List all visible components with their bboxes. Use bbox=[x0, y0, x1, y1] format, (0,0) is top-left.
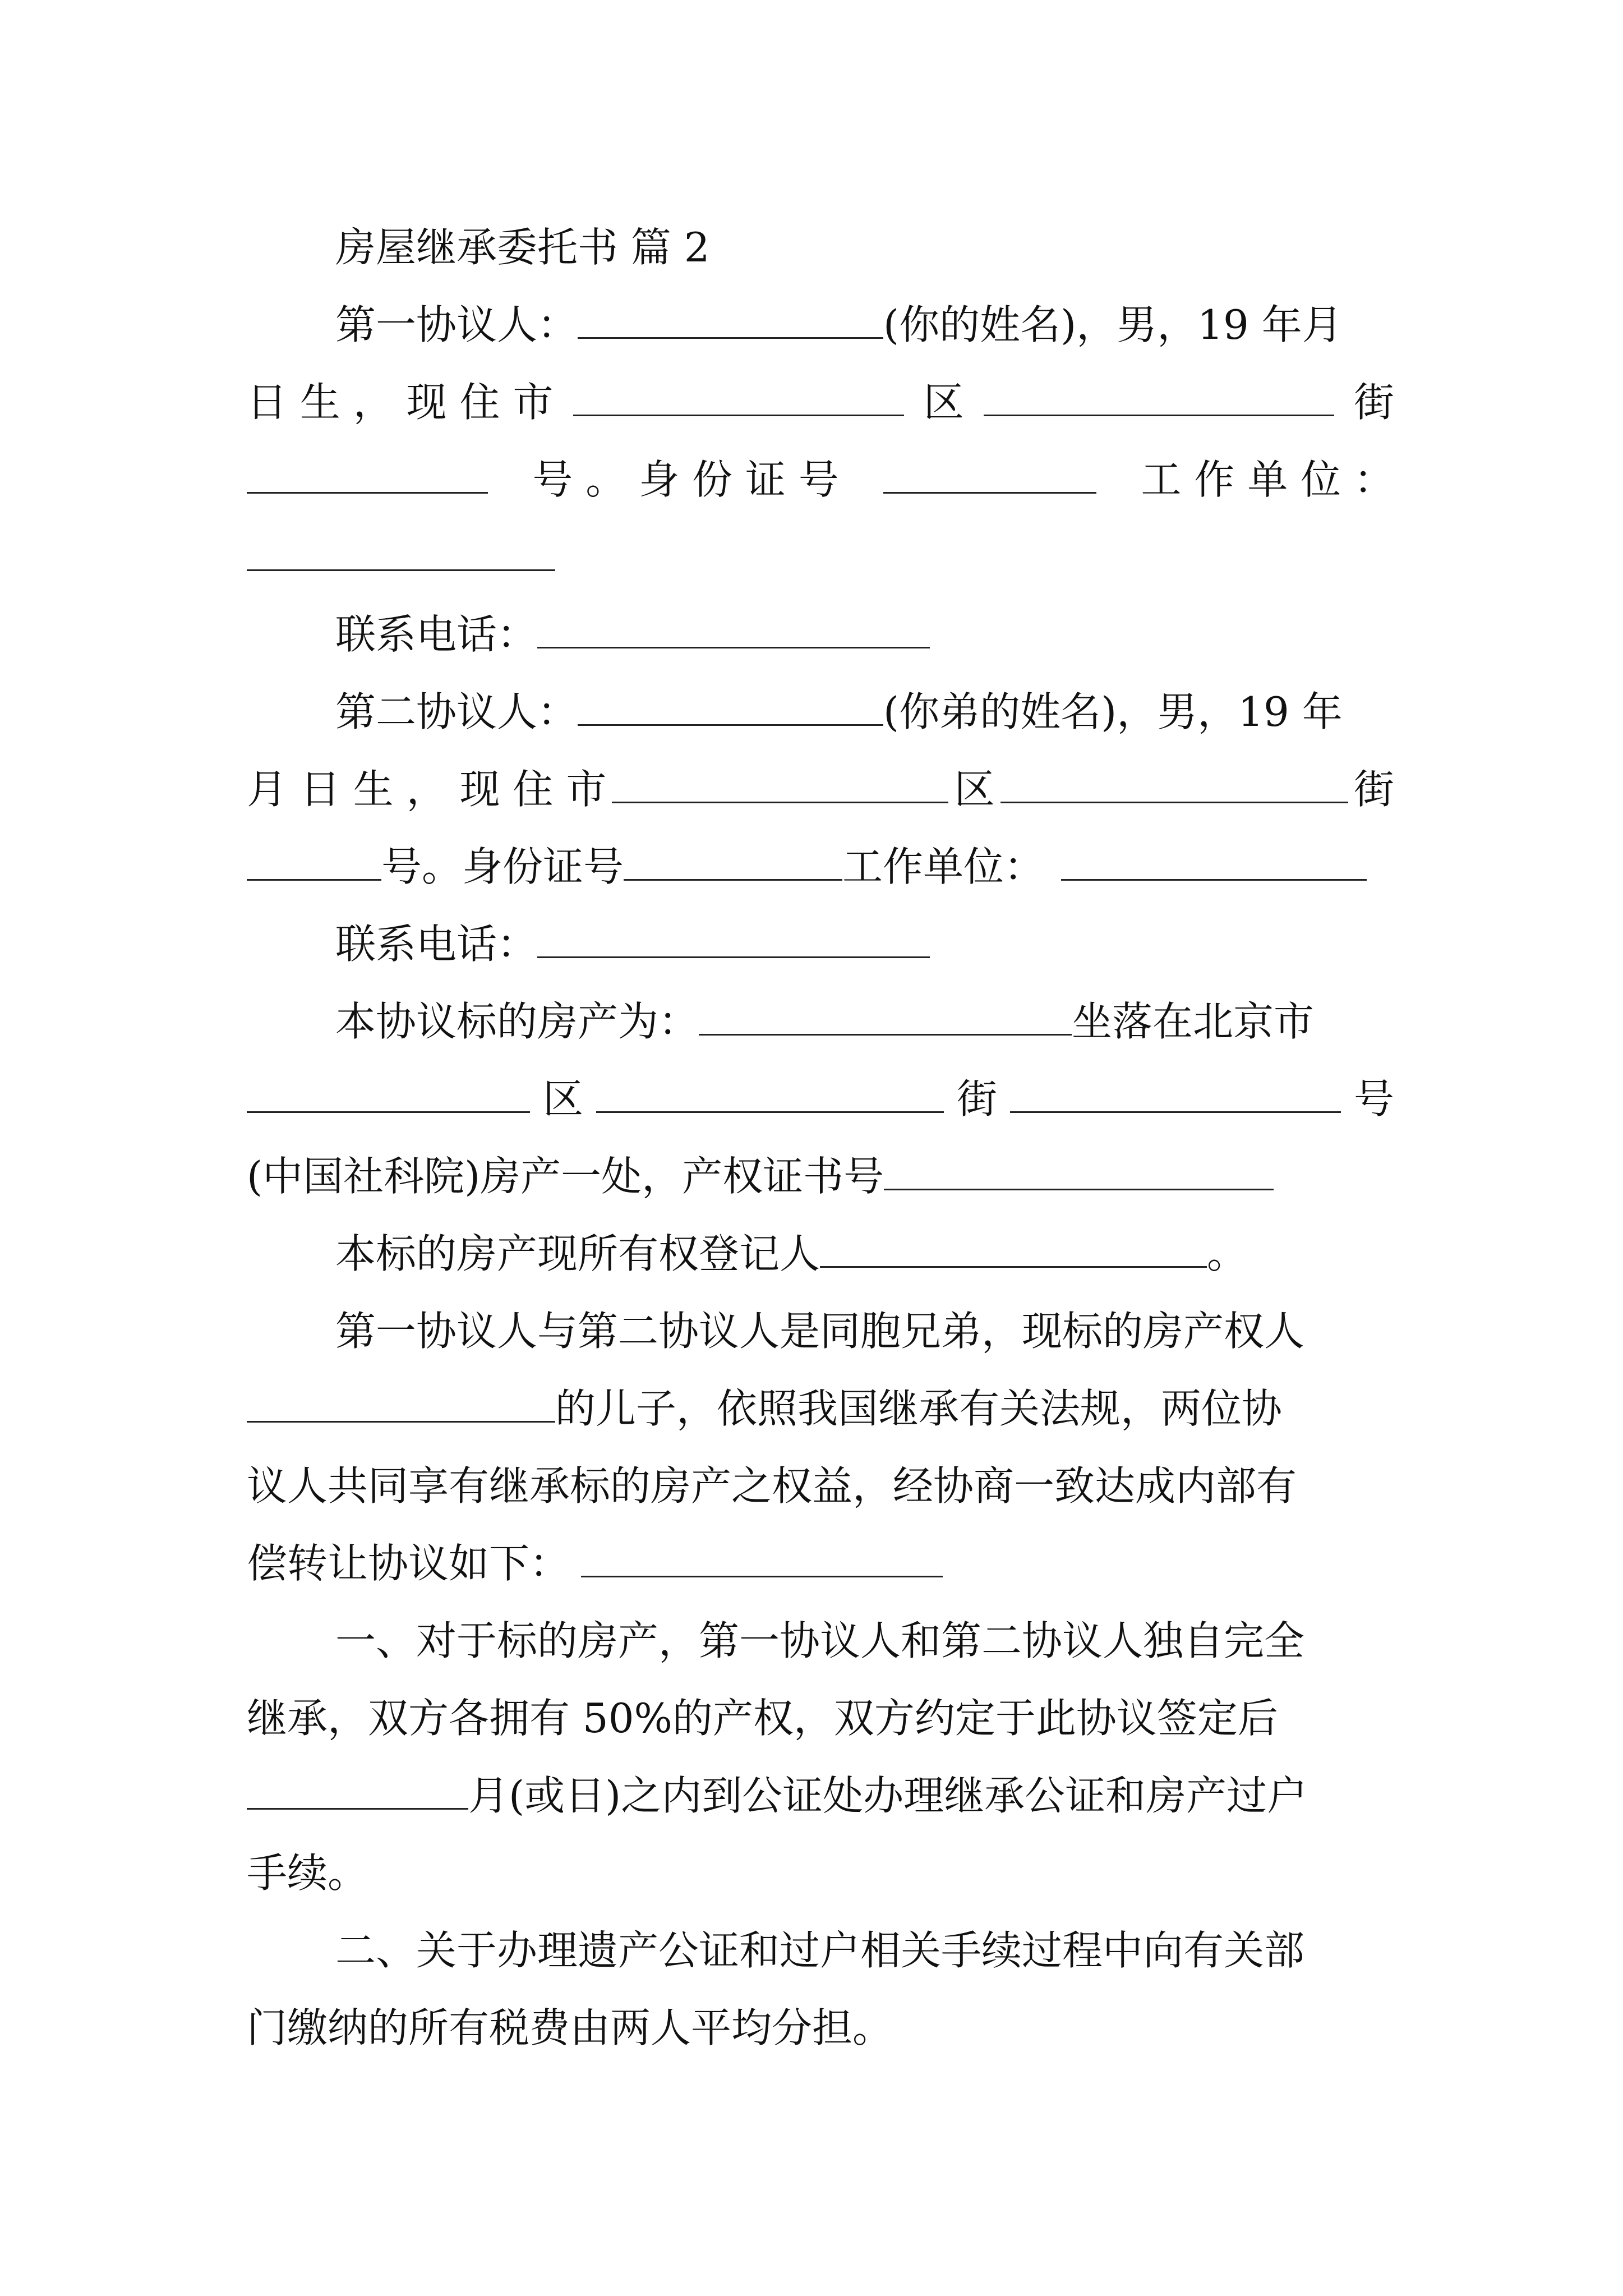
property-cert-line bbox=[247, 1138, 1394, 1215]
party2-name-note: (你弟的姓名)，男，19 年 bbox=[883, 688, 1343, 735]
party2-street-label: 街 bbox=[1353, 766, 1394, 813]
party1-street-label: 街 bbox=[1353, 379, 1394, 426]
property-registrant-label: 本标的房产现所有权登记人 bbox=[335, 1230, 820, 1277]
party1-work-unit-line bbox=[247, 518, 1394, 596]
clause2-text1: 二、关于办理遗产公证和过户相关手续过程中向有关部 bbox=[335, 1927, 1305, 1974]
months-blank[interactable] bbox=[247, 1773, 468, 1810]
party2-name-line bbox=[247, 673, 1394, 751]
party1-phone-line bbox=[247, 596, 1394, 673]
party2-street-blank[interactable] bbox=[247, 844, 381, 881]
clause2-line1 bbox=[247, 1912, 1394, 1989]
party2-district-label: 区 bbox=[954, 766, 995, 813]
property-cert-blank[interactable] bbox=[884, 1154, 1274, 1190]
party1-work-unit-label: 工 作 单 位 ： bbox=[1141, 456, 1394, 503]
party1-street-blank[interactable] bbox=[247, 457, 488, 494]
paragraph1-text3: 议人共同享有继承标的房产之权益，经协商一致达成内部有 bbox=[247, 1462, 1297, 1510]
property-registrant-end: 。 bbox=[1207, 1230, 1248, 1277]
party2-phone-blank[interactable] bbox=[537, 922, 930, 958]
party2-city-blank[interactable] bbox=[612, 767, 948, 803]
party1-address-line bbox=[247, 364, 1394, 441]
paragraph1-line3 bbox=[247, 1447, 1394, 1525]
paragraph1-text2: 的儿子，依照我国继承有关法规，两位协 bbox=[555, 1385, 1283, 1432]
property-registrant-blank[interactable] bbox=[820, 1231, 1207, 1268]
party1-phone-label: 联系电话： bbox=[335, 611, 538, 658]
party1-label: 第一协议人： bbox=[335, 301, 578, 348]
party2-address-line bbox=[247, 751, 1394, 828]
party2-phone-label: 联系电话： bbox=[335, 921, 538, 968]
owner-blank[interactable] bbox=[247, 1386, 555, 1423]
property-district-label: 区 bbox=[542, 1075, 583, 1122]
property-address-line bbox=[247, 1060, 1394, 1138]
property-number-label: 号 bbox=[1353, 1075, 1394, 1122]
party1-birth-address: 日 生 ， 现 住 市 bbox=[247, 379, 554, 426]
clause2-text2: 门缴纳的所有税费由两人平均分担。 bbox=[247, 2004, 893, 2051]
document-title bbox=[247, 209, 1394, 286]
property-street-label: 街 bbox=[956, 1075, 997, 1122]
party1-id-label: 号 。 身 份 证 号 bbox=[532, 456, 839, 503]
property-located-text: 坐落在北京市 bbox=[1072, 998, 1315, 1045]
party1-work-unit-blank[interactable] bbox=[247, 535, 555, 571]
clause1-text2: 继承，双方各拥有 50%的产权，双方约定于此协议签定后 bbox=[247, 1695, 1278, 1742]
party1-id-line bbox=[247, 441, 1394, 518]
property-intro-label: 本协议标的房产为： bbox=[335, 998, 699, 1045]
clause1-line2 bbox=[247, 1680, 1394, 1757]
party1-city-blank[interactable] bbox=[573, 380, 904, 416]
property-intro-line bbox=[247, 983, 1394, 1060]
property-registrant-line bbox=[247, 1215, 1394, 1292]
party2-name-blank[interactable] bbox=[578, 689, 883, 726]
paragraph1-line1 bbox=[247, 1292, 1394, 1370]
property-cert-label: (中国社科院)房产一处，产权证书号 bbox=[247, 1153, 884, 1200]
agreement-blank[interactable] bbox=[581, 1541, 943, 1577]
title-text: 房屋继承委托书 篇 2 bbox=[335, 224, 710, 271]
clause1-line4 bbox=[247, 1834, 1394, 1912]
party2-district-blank[interactable] bbox=[1000, 767, 1348, 803]
property-street-blank[interactable] bbox=[596, 1076, 944, 1113]
property-district-blank[interactable] bbox=[247, 1076, 530, 1113]
property-number-blank[interactable] bbox=[1010, 1076, 1341, 1113]
party1-name-blank[interactable] bbox=[578, 302, 883, 339]
party2-birth-address: 月 日 生 ， 现 住 市 bbox=[247, 766, 607, 813]
clause1-text4: 手续。 bbox=[247, 1849, 368, 1897]
party2-id-label: 号。身份证号 bbox=[381, 843, 624, 890]
paragraph1-text4: 偿转让协议如下： bbox=[247, 1540, 570, 1587]
party1-district-blank[interactable] bbox=[984, 380, 1334, 416]
paragraph1-line4 bbox=[247, 1525, 1394, 1602]
clause1-text3: 月(或日)之内到公证处办理继承公证和房产过户 bbox=[468, 1772, 1308, 1819]
document-body bbox=[247, 209, 1394, 2067]
party2-phone-line bbox=[247, 905, 1394, 983]
party2-label: 第二协议人： bbox=[335, 688, 578, 735]
clause2-line2 bbox=[247, 1989, 1394, 2067]
clause1-line3 bbox=[247, 1757, 1394, 1834]
party2-id-blank[interactable] bbox=[624, 844, 842, 881]
party2-work-unit-blank[interactable] bbox=[1061, 844, 1367, 881]
party1-phone-blank[interactable] bbox=[537, 612, 930, 648]
party1-name-line bbox=[247, 286, 1394, 364]
party2-id-line bbox=[247, 828, 1394, 905]
party2-work-unit-label: 工作单位： bbox=[842, 843, 1045, 890]
party1-name-note: (你的姓名)，男，19 年月 bbox=[883, 301, 1343, 348]
party1-district-label: 区 bbox=[923, 379, 964, 426]
paragraph1-text1: 第一协议人与第二协议人是同胞兄弟，现标的房产权人 bbox=[335, 1308, 1305, 1355]
paragraph1-line2 bbox=[247, 1370, 1394, 1447]
clause1-text1: 一、对于标的房产，第一协议人和第二协议人独自完全 bbox=[335, 1617, 1305, 1664]
party1-id-blank[interactable] bbox=[883, 457, 1096, 494]
clause1-line1 bbox=[247, 1602, 1394, 1680]
property-blank[interactable] bbox=[699, 999, 1072, 1036]
